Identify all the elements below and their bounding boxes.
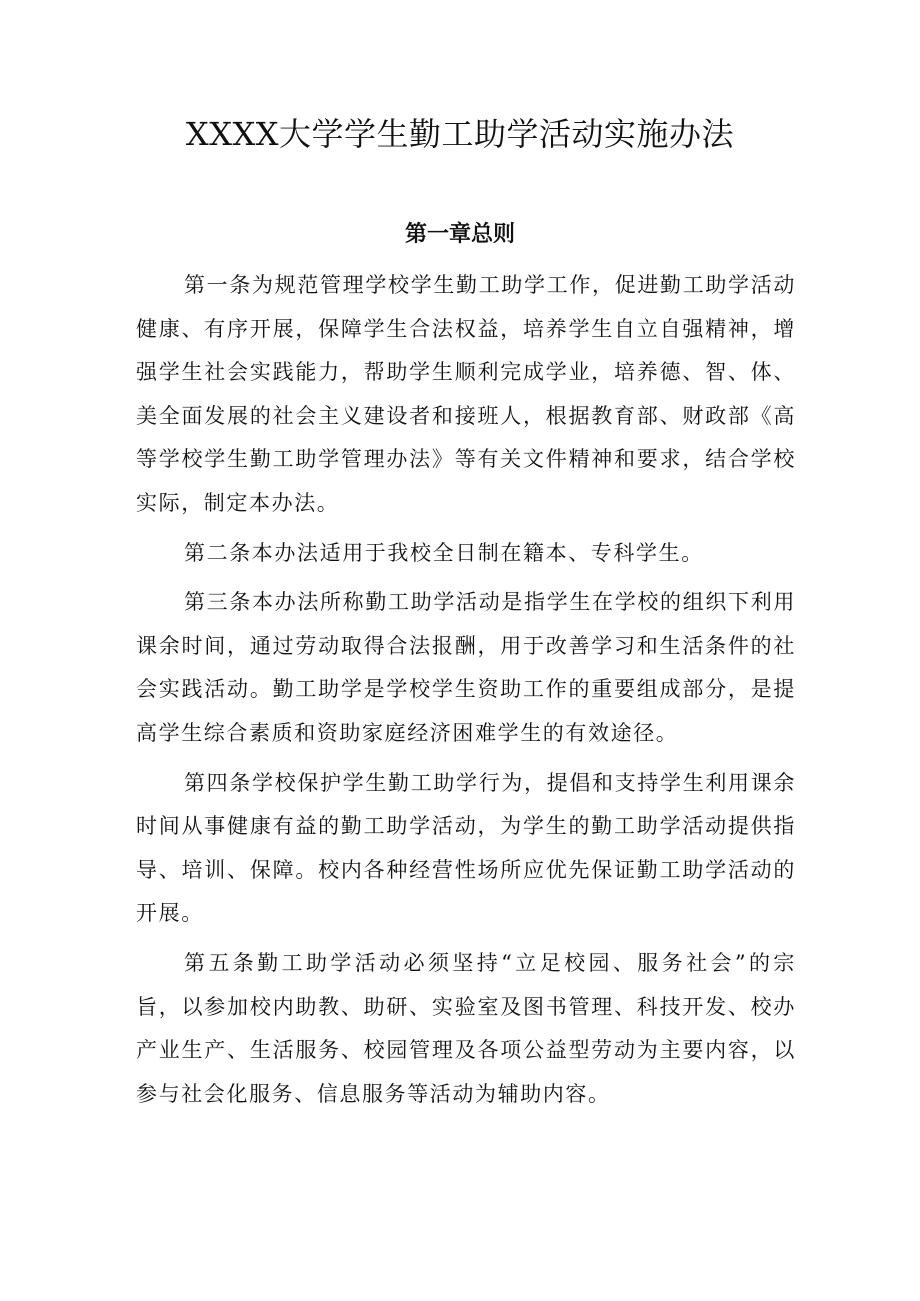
article-4: 第四条学校保护学生勤工助学行为，提倡和支持学生利用课余时间从事健康有益的勤工助学活动，为学生的勤工助学活动提供指导、培训、保障。校内各种经营性场所应优先保证勤工助学活动的开展。 xyxy=(136,770,796,926)
article-2: 第二条本办法适用于我校全日制在籍本、专科学生。 xyxy=(184,540,704,565)
article-1: 第一条为规范管理学校学生勤工助学工作，促进勤工助学活动健康、有序开展，保障学生合法权益，培养学生自立自强精神，增强学生社会实践能力，帮助学生顺利完成学业，培养德、智、体、美全面发展的社会主义建设者和接班人，根据教育部、财政部《高等学校学生勤工助学管理办法》等有关文件精神和要求，结合学校实际，制定本办法。 xyxy=(136,273,796,515)
document-body xyxy=(136,264,796,1122)
document-title: XXXX大学学生勤工助学活动实施办法 xyxy=(185,115,735,153)
chapter-heading: 第一章总则 xyxy=(404,222,515,247)
article-5: 第五条勤工助学活动必须坚持“立足校园、服务社会”的宗旨，以参加校内助教、助研、实验室及图书管理、科技开发、校办产业生产、生活服务、校园管理及各项公益型劳动为主要内容，以参与社会化服务、信息服务等活动为辅助内容。 xyxy=(136,950,796,1106)
article-3: 第三条本办法所称勤工助学活动是指学生在学校的组织下利用课余时间，通过劳动取得合法报酬，用于改善学习和生活条件的社会实践活动。勤工助学是学校学生资助工作的重要组成部分，是提高学生综合素质和资助家庭经济困难学生的有效途径。 xyxy=(136,590,796,745)
